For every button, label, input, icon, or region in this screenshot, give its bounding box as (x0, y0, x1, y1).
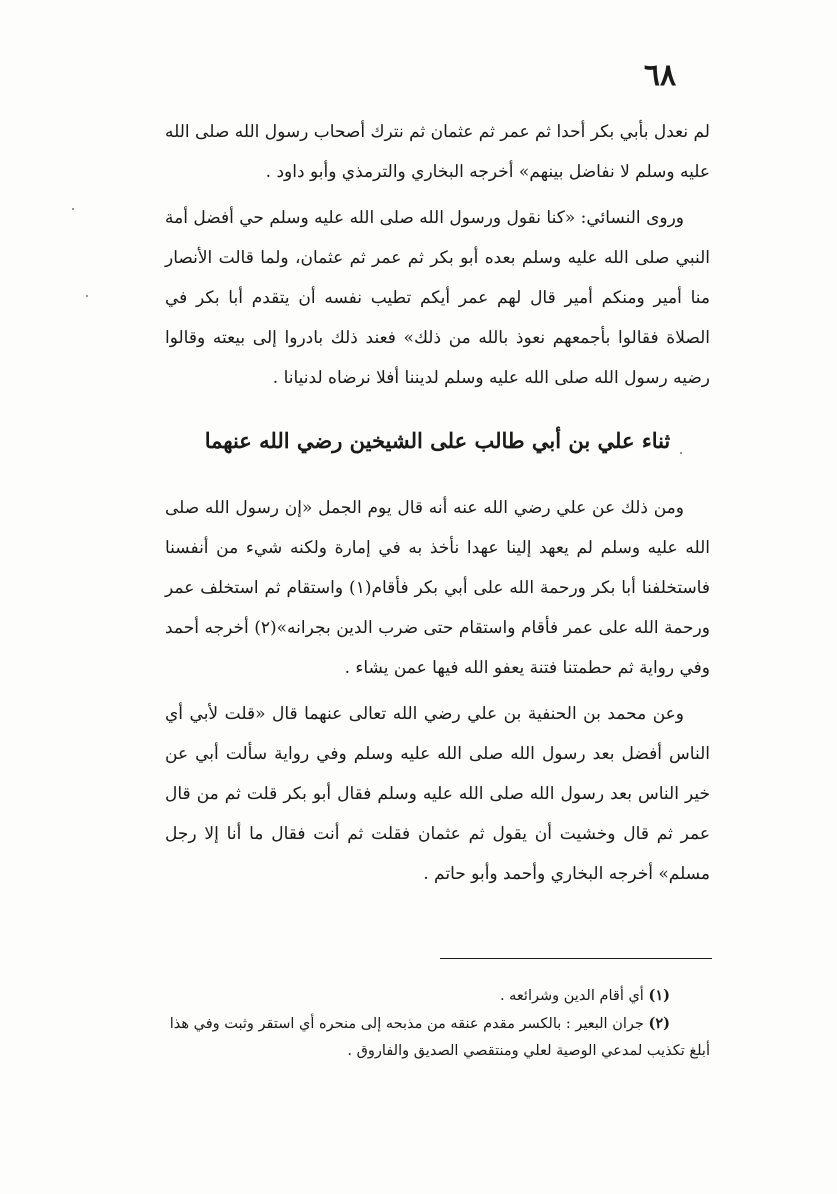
paragraph: ومن ذلك عن علي رضي الله عنه أنه قال يوم الجمل «إن رسول الله صلى الله عليه وسلم لم يعهد إلينا عهدا نأخذ به في إمارة ولكنه شيء من أنفسنا فاستخلفنا أبا بكر ورحمة الله على أبي بكر فأقام(١) واستقام ثم استخلف عمر ورحمة الله على عمر فأقام واستقام حتى ضرب الدين بجرانه»(٢) أخرجه أحمد وفي رواية ثم حطمتنا فتنة يعفو الله فيها عمن يشاء . (165, 498, 710, 678)
scan-speck (86, 295, 88, 297)
footnote-number: (١) (648, 987, 670, 1004)
footnote (165, 1010, 710, 1065)
footnotes (165, 982, 710, 1065)
scan-speck (72, 208, 74, 210)
page-number: ٦٨ (643, 58, 677, 93)
scan-speck (680, 452, 682, 454)
section-heading: ثناء علي بن أبي طالب على الشيخين رضي الله عنهما (204, 428, 671, 453)
main-text (165, 112, 710, 894)
footnote-text: أي أقام الدين وشرائعه . (499, 988, 644, 1004)
footnote-separator (440, 958, 712, 959)
paragraph: وروى النسائي: «كنا نقول ورسول الله صلى الله عليه وسلم حي أفضل أمة النبي صلى الله عليه وسلم بعده أبو بكر ثم عمر ثم عثمان، ولما قالت الأنصار منا أمير ومنكم أمير قال لهم عمر أيكم تطيب نفسه أن يتقدم أبا بكر في الصلاة فقالوا بأجمعهم نعوذ بالله من ذلك» فعند ذلك بادروا إلى بيعته وقالوا رضيه رسول الله صلى الله عليه وسلم لديننا أفلا نرضاه لدنيانا . (165, 208, 710, 388)
paragraph: لم نعدل بأبي بكر أحدا ثم عمر ثم عثمان ثم نترك أصحاب رسول الله صلى الله عليه وسلم لا نفاضل بينهم» أخرجه البخاري والترمذي وأبو داود . (165, 122, 710, 182)
footnote-number: (٢) (648, 1015, 670, 1032)
paragraph: وعن محمد بن الحنفية بن علي رضي الله تعالى عنهما قال «قلت لأبي أي الناس أفضل بعد رسول الله صلى الله عليه وسلم وفي رواية سألت أبي عن خير الناس بعد رسول الله صلى الله عليه وسلم فقال أبو بكر قلت ثم من قال عمر ثم قال وخشيت أن يقول ثم عثمان فقلت ثم أنت فقال ما أنا إلا رجل مسلم» أخرجه البخاري وأحمد وأبو حاتم . (165, 704, 710, 884)
footnote-text: جران البعير : بالكسر مقدم عنقه من مذبحه إلى منحره أي استقر وثبت وفي هذا أبلغ تكذيب لمدعي الوصية لعلي ومنتقصي الصديق والفاروق . (169, 1016, 710, 1059)
footnote (165, 982, 710, 1010)
